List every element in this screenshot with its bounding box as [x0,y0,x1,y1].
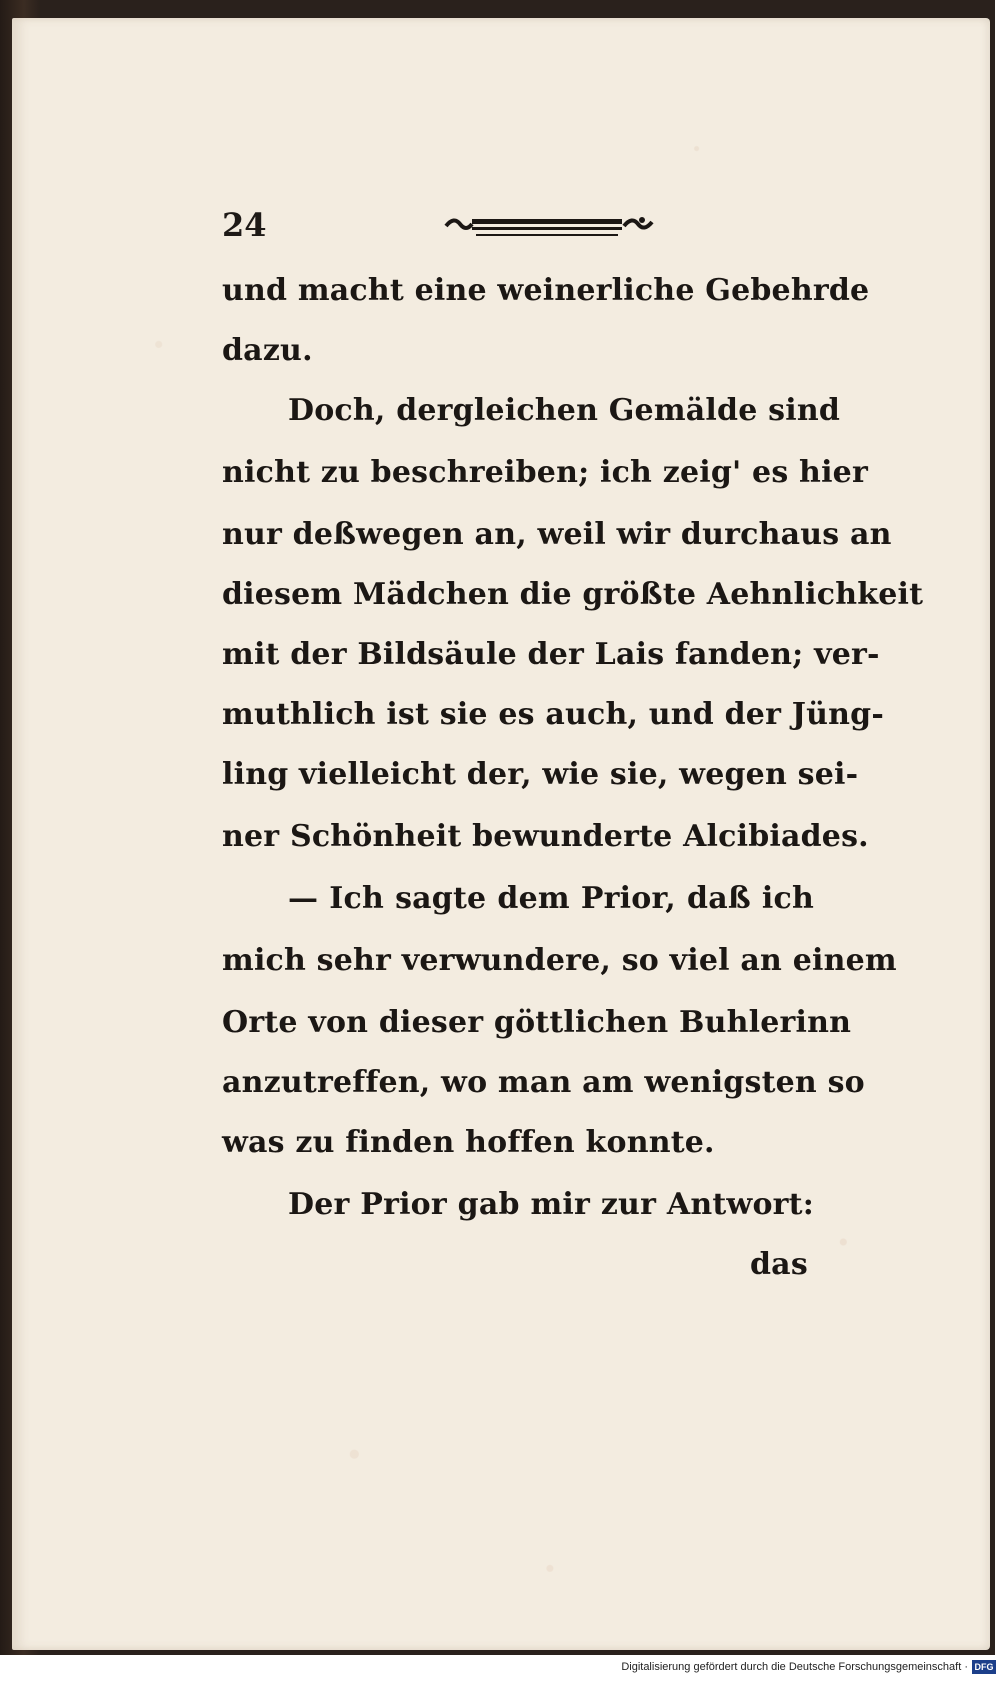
text-line: ling vielleicht der, wie sie, wegen sei- [222,757,859,792]
dfg-logo: DFG [972,1660,996,1674]
text-line: — Ich sagte dem Prior, daß ich [288,881,814,916]
text-line: nur deßwegen an, weil wir durchaus an [222,517,892,552]
text-line: Doch, dergleichen Gemälde sind [288,393,841,428]
page-number: 24 [222,206,267,244]
text-line: was zu finden hoffen konnte. [222,1125,715,1160]
header-ornament-icon [442,210,662,242]
text-line: und macht eine weinerliche Gebehrde [222,273,870,308]
text-line: mit der Bildsäule der Lais fanden; ver- [222,637,880,672]
text-line: ner Schönheit bewunderte Alcibiades. [222,819,869,854]
book-page [12,18,990,1650]
digitization-credit: Digitalisierung gefördert durch die Deutsche Forschungsgemeinschaft · [621,1661,968,1673]
text-line: Orte von dieser göttlichen Buhlerinn [222,1005,852,1040]
text-line: Der Prior gab mir zur Antwort: [288,1187,814,1222]
text-line: nicht zu beschreiben; ich zeig' es hier [222,455,868,490]
catchword: das [750,1247,808,1282]
text-line: mich sehr verwundere, so viel an einem [222,943,897,978]
text-line: diesem Mädchen die größte Aehnlichkeit [222,577,924,612]
text-line: dazu. [222,333,313,368]
text-line: anzutreffen, wo man am wenigsten so [222,1065,865,1100]
page-header [222,206,682,256]
text-line: muthlich ist sie es auch, und der Jüng- [222,697,884,732]
